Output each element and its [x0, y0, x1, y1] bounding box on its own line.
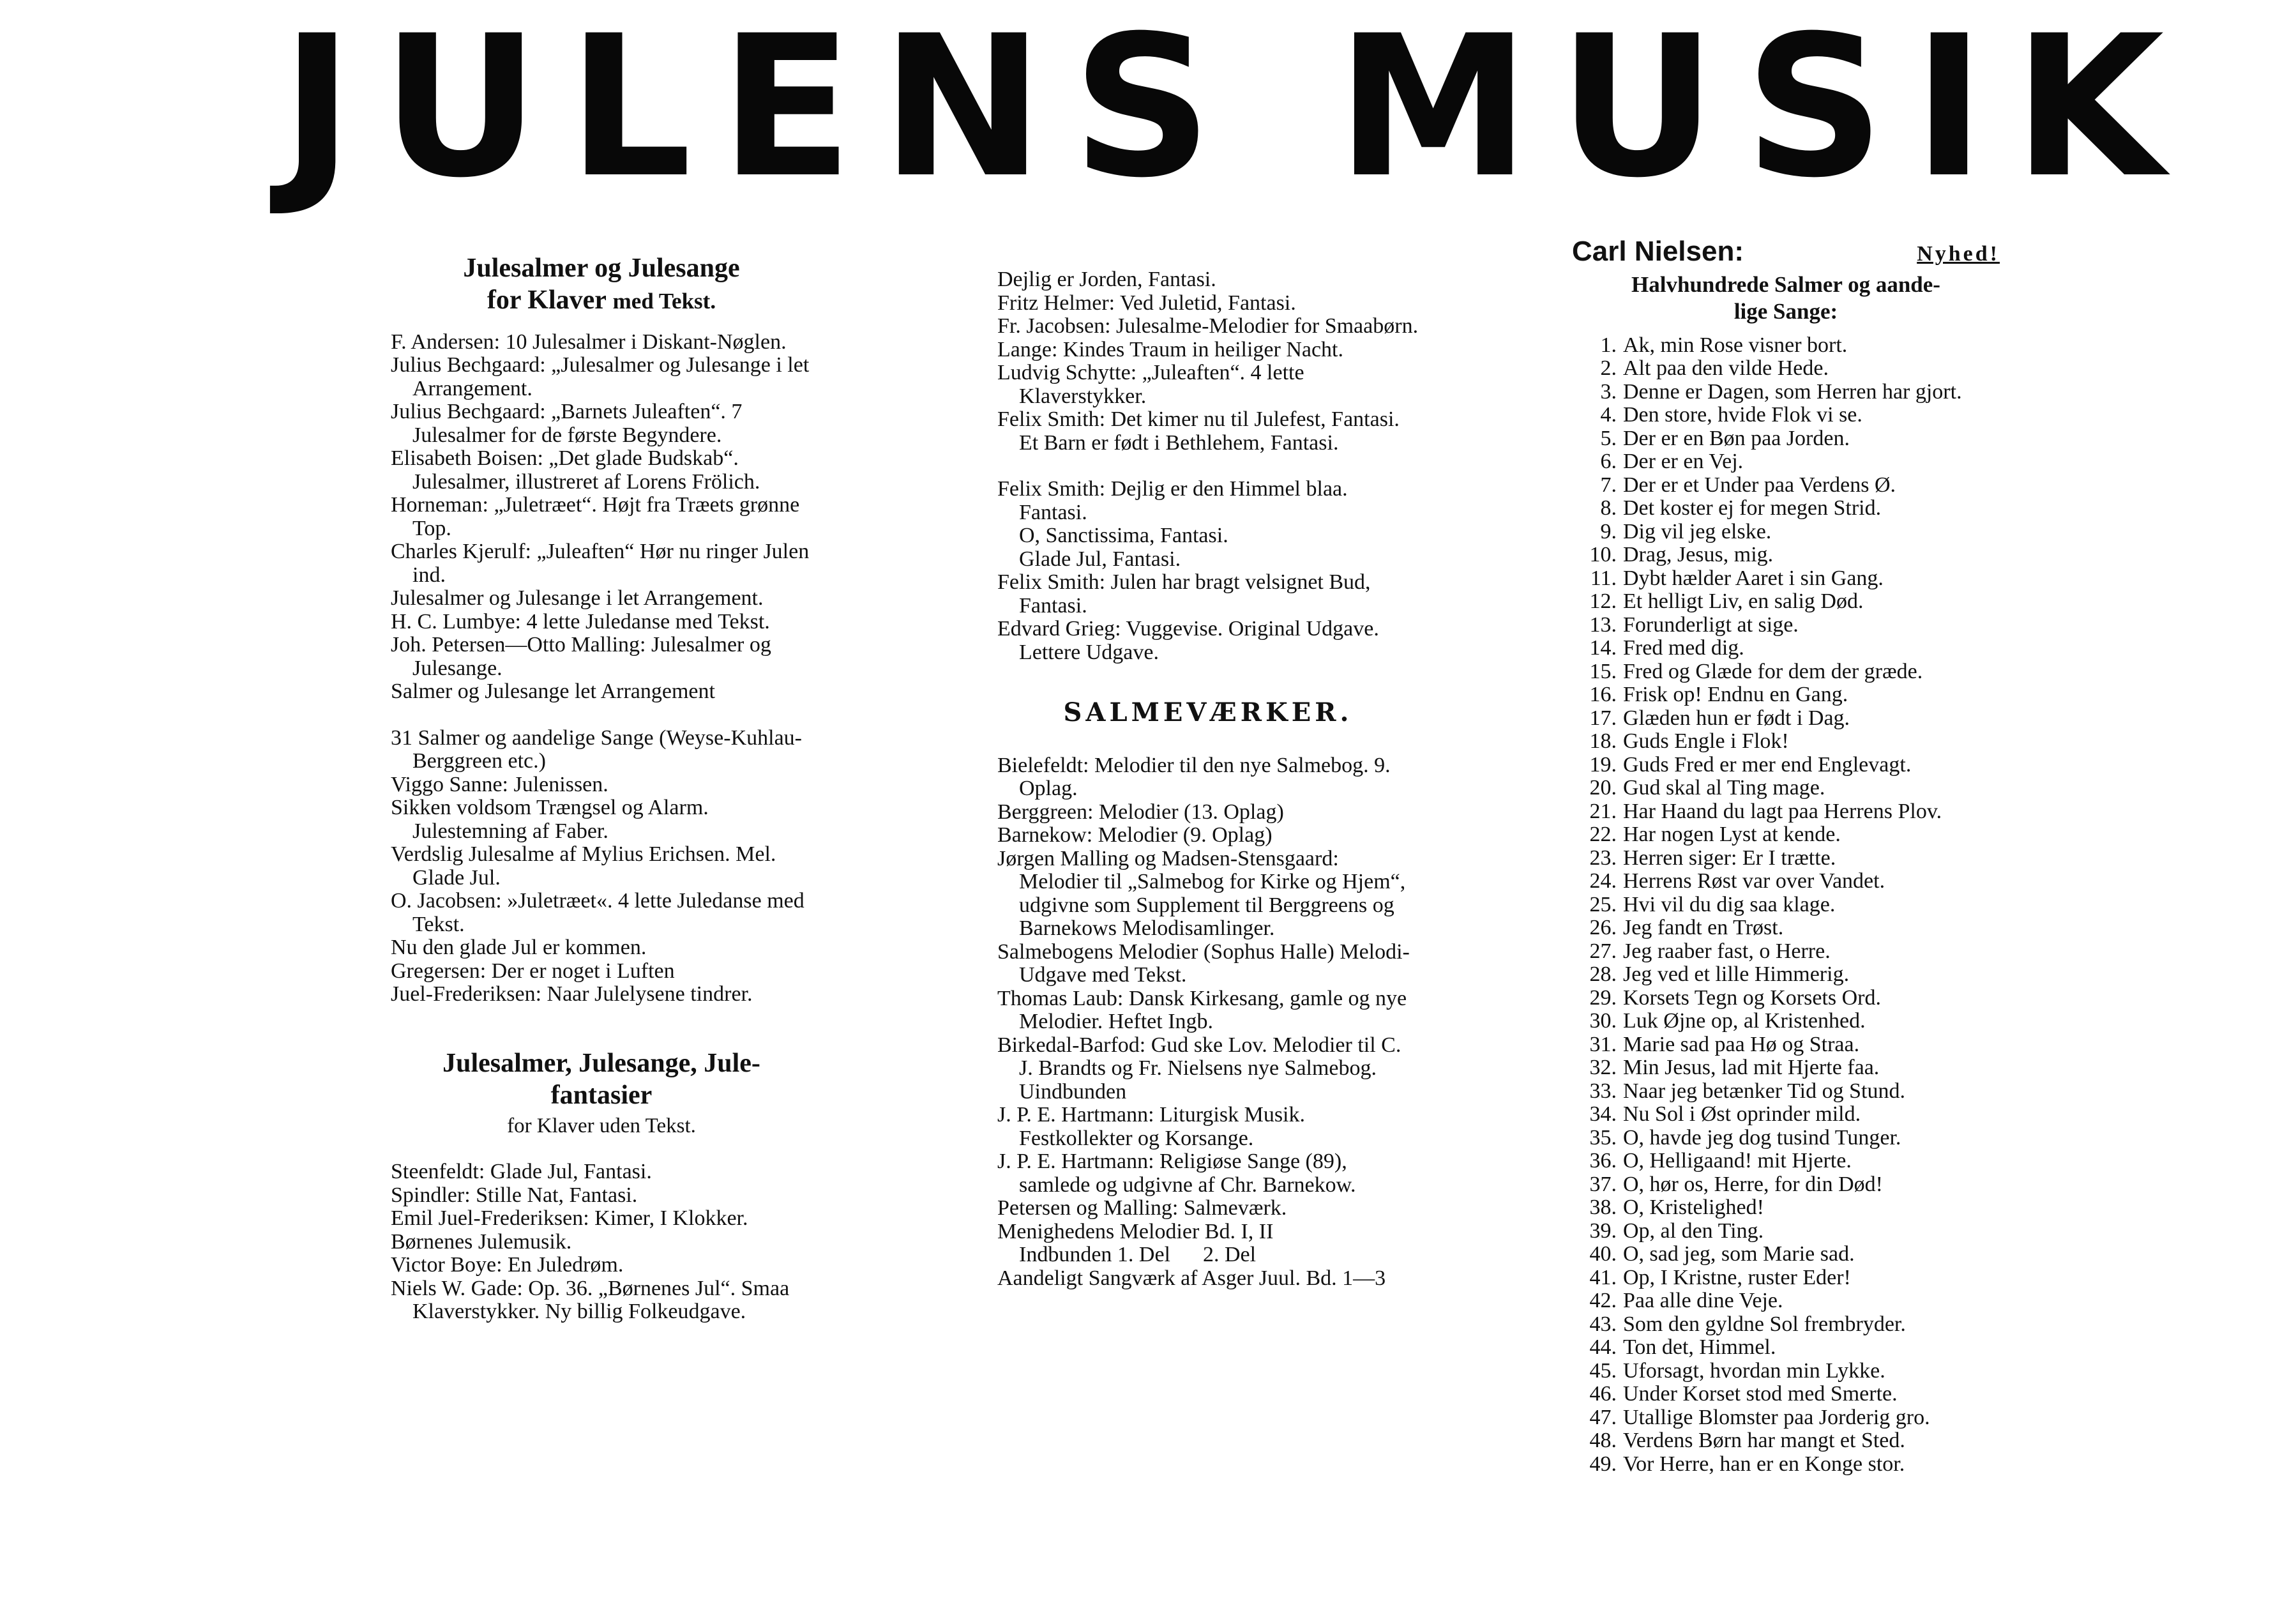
song-title: Guds Engle i Flok! [1623, 729, 1789, 753]
spacer [391, 1006, 812, 1047]
song-title: Det koster ej for megen Strid. [1623, 496, 1882, 520]
song-title: Marie sad paa Hø og Straa. [1623, 1032, 1860, 1056]
list-item [1572, 1010, 2000, 1033]
song-title: Utallige Blomster paa Jorderig gro. [1623, 1405, 1930, 1429]
composer-name: Carl Nielsen: [1572, 236, 1744, 267]
song-number: 41. [1589, 1265, 1617, 1289]
list-item: H. C. Lumbye: 4 lette Juledanse med Tekst. [391, 609, 770, 634]
list-item: Barnekow: Melodier (9. Oplag) [997, 823, 1273, 847]
list-item [1572, 963, 2000, 987]
song-title: Fred og Glæde for dem der græde. [1623, 659, 1923, 683]
section-heading-line [391, 284, 812, 316]
song-number: 10. [1589, 543, 1617, 566]
list-item: Gregersen: Der er noget i Luften [391, 959, 675, 983]
song-title: Der er en Vej. [1623, 450, 1744, 473]
song-number: 1. [1600, 333, 1617, 357]
list-item: Felix Smith: Julen har bragt velsignet Bud, Fantasi. [997, 570, 1371, 618]
entry-list [391, 1160, 812, 1324]
list-item: Niels W. Gade: Op. 36. „Børnenes Jul“. Smaa Klaverstykker. Ny billig Folkeudgave. [391, 1276, 790, 1324]
song-title: Luk Øjne op, al Kristenhed. [1623, 1009, 1866, 1033]
list-item: Salmer og Julesange let Arrangement [391, 680, 715, 704]
list-item: Berggreen: Melodier (13. Oplag) [997, 800, 1284, 824]
song-title: Der er et Under paa Verdens Ø. [1623, 473, 1896, 497]
list-item: Elisabeth Boisen: „Det glade Budskab“. Julesalmer, illustreret af Lorens Frölich. [391, 446, 760, 494]
list-item: Charles Kjerulf: „Juleaften“ Hør nu ringer Julen ind. [391, 540, 810, 587]
list-item [1572, 777, 2000, 800]
list-item [1572, 520, 2000, 544]
list-item [1572, 987, 2000, 1010]
song-title: Frisk op! Endnu en Gang. [1623, 683, 1848, 706]
list-item: Lettere Udgave. [1019, 640, 1159, 664]
list-item: J. P. E. Hartmann: Religiøse Sange (89), samlede og udgivne af Chr. Barnekow. [997, 1150, 1356, 1197]
song-title: Drag, Jesus, mig. [1623, 543, 1774, 566]
section-subheading: for Klaver uden Tekst. [507, 1114, 696, 1137]
list-item [1572, 730, 2000, 754]
list-item [1572, 1173, 2000, 1197]
song-number: 6. [1600, 450, 1617, 473]
song-title: Op, al den Ting. [1623, 1219, 1764, 1243]
list-item [1572, 1289, 2000, 1313]
section-heading-med-tekst [391, 252, 812, 317]
list-item: Børnenes Julemusik. [391, 1229, 572, 1254]
song-number: 35. [1589, 1125, 1617, 1150]
heading-part: med Tekst. [612, 289, 716, 314]
list-item [1572, 893, 2000, 917]
song-number: 21. [1589, 799, 1617, 823]
song-title: Har Haand du lagt paa Herrens Plov. [1623, 799, 1942, 823]
list-item: Et Barn er født i Bethlehem, Fantasi. [1019, 430, 1339, 455]
song-number: 33. [1589, 1079, 1617, 1103]
song-title: Nu Sol i Øst oprinder mild. [1623, 1102, 1861, 1126]
song-number: 36. [1589, 1149, 1617, 1173]
page-title: JULENS MUSIK [281, 0, 2193, 220]
list-item: Edvard Grieg: Vuggevise. Original Udgave. [997, 617, 1379, 641]
list-item: Petersen og Malling: Salmeværk. [997, 1196, 1287, 1220]
entry-list [391, 331, 812, 704]
new-badge: Nyhed! [1917, 242, 2000, 266]
list-item: Thomas Laub: Dansk Kirkesang, gamle og nye Melodier. Heftet Ingb. [997, 986, 1407, 1033]
list-item: Verdslig Julesalme af Mylius Erichsen. Mel. Glade Jul. [391, 842, 776, 890]
list-item: Sikken voldsom Trængsel og Alarm. Julestemning af Faber. [391, 796, 709, 843]
list-item: Indbunden 1. Del 2. Del [1019, 1243, 1257, 1266]
list-item [1572, 940, 2000, 964]
song-title: Den store, hvide Flok vi se. [1623, 403, 1862, 427]
list-item: Dejlig er Jorden, Fantasi. [997, 268, 1216, 291]
list-item [1572, 497, 2000, 520]
song-title: Jeg fandt en Trøst. [1623, 916, 1784, 939]
song-number: 20. [1589, 776, 1617, 800]
list-item [1572, 474, 2000, 497]
section-heading-line: lige Sange: [1733, 298, 1838, 324]
song-number: 16. [1589, 683, 1617, 706]
song-number: 7. [1600, 473, 1617, 497]
list-item: Bielefeldt: Melodier til den nye Salmebog. 9. Oplag. [997, 753, 1391, 800]
song-number: 28. [1589, 962, 1617, 986]
section-heading-line: Julesalmer og Julesange [463, 254, 740, 283]
list-item: Birkedal-Barfod: Gud ske Lov. Melodier til C. J. Brandts og Fr. Nielsens nye Salmebog. Uindbunden [997, 1033, 1401, 1104]
list-item [1572, 916, 2000, 940]
song-title: Naar jeg betænker Tid og Stund. [1623, 1079, 1905, 1103]
entry-list [997, 268, 1419, 455]
list-item [1572, 1383, 2000, 1406]
list-item [1572, 1127, 2000, 1150]
list-item: Salmebogens Melodier (Sophus Halle) Melodi-Udgave med Tekst. [997, 939, 1410, 987]
list-item: Julesalmer og Julesange i let Arrangement. [391, 586, 764, 611]
song-list [1572, 334, 2000, 1477]
song-title: Under Korset stod med Smerte. [1623, 1382, 1898, 1406]
list-item: Jørgen Malling og Madsen-Stensgaard: Melodier til „Salmebog for Kirke og Hjem“, udgivne som Supplement til Berggreens og Barnekows Melodisamlinger. [997, 846, 1406, 940]
list-item [1572, 1429, 2000, 1453]
song-title: Alt paa den vilde Hede. [1623, 356, 1829, 380]
section-heading-uden-tekst [391, 1047, 812, 1112]
song-number: 29. [1589, 985, 1617, 1010]
list-item [1572, 1336, 2000, 1360]
list-item [1572, 1313, 2000, 1337]
song-number: 4. [1600, 403, 1617, 427]
song-title: O, hør os, Herre, for din Død! [1623, 1172, 1883, 1196]
list-item: Horneman: „Juletræet“. Højt fra Træets grønne Top. [391, 493, 800, 540]
song-title: Dig vil jeg elske. [1623, 519, 1772, 543]
song-title: Jeg ved et lille Himmerig. [1623, 962, 1850, 986]
list-item [1572, 1266, 2000, 1290]
list-item [1572, 1406, 2000, 1430]
song-title: Fred med dig. [1623, 636, 1744, 660]
song-title: Dybt hælder Aaret i sin Gang. [1623, 566, 1884, 590]
list-item: Steenfeldt: Glade Jul, Fantasi. [391, 1160, 652, 1184]
song-title: Guds Fred er mer end Englevagt. [1623, 752, 1912, 777]
list-item [1572, 450, 2000, 474]
song-title: O, havde jeg dog tusind Tunger. [1623, 1125, 1901, 1150]
list-item [1572, 1033, 2000, 1057]
song-number: 18. [1589, 729, 1617, 753]
list-item: Julius Bechgaard: „Julesalmer og Julesange i let Arrangement. [391, 353, 810, 400]
song-title: Et helligt Liv, en salig Død. [1623, 589, 1864, 613]
list-item [1572, 381, 2000, 404]
list-item: J. P. E. Hartmann: Liturgisk Musik. Festkollekter og Korsange. [997, 1103, 1305, 1150]
song-title: Der er en Bøn paa Jorden. [1623, 426, 1850, 450]
list-item: Ludvig Schytte: „Juleaften“. 4 lette Klaverstykker. [997, 361, 1304, 408]
list-item [1572, 1196, 2000, 1220]
list-item [1572, 1056, 2000, 1080]
entry-list [997, 754, 1419, 1291]
list-item [1572, 357, 2000, 381]
song-title: Uforsagt, hvordan min Lykke. [1623, 1358, 1885, 1383]
list-item [1572, 1220, 2000, 1243]
song-title: Gud skal al Ting mage. [1623, 776, 1825, 800]
song-number: 5. [1600, 426, 1617, 450]
list-item [1572, 334, 2000, 358]
list-item: Fritz Helmer: Ved Juletid, Fantasi. [997, 291, 1296, 315]
song-number: 48. [1589, 1429, 1617, 1452]
song-title: Paa alle dine Veje. [1623, 1289, 1783, 1312]
song-title: Vor Herre, han er en Konge stor. [1623, 1452, 1905, 1476]
song-number: 14. [1589, 636, 1617, 660]
song-number: 30. [1589, 1009, 1617, 1033]
section-heading-line: Julesalmer, Julesange, Jule- [442, 1048, 760, 1078]
song-number: 13. [1589, 612, 1617, 637]
song-number: 8. [1600, 496, 1617, 520]
song-title: Ton det, Himmel. [1623, 1335, 1776, 1359]
column-fantasier-salmevaerker [997, 268, 1419, 1290]
list-item [1572, 800, 2000, 824]
song-number: 38. [1589, 1196, 1617, 1219]
song-number: 47. [1589, 1405, 1617, 1429]
list-item [1572, 683, 2000, 707]
song-title: Op, I Kristne, ruster Eder! [1623, 1265, 1851, 1289]
song-number: 3. [1600, 379, 1617, 404]
song-number: 25. [1589, 892, 1617, 916]
song-number: 23. [1589, 846, 1617, 870]
list-item [1572, 590, 2000, 614]
song-number: 45. [1589, 1358, 1617, 1383]
list-item [1572, 660, 2000, 684]
song-number: 19. [1589, 752, 1617, 777]
list-item [1572, 427, 2000, 451]
song-number: 24. [1589, 869, 1617, 893]
column-klaver-med-tekst [391, 252, 812, 1324]
song-number: 49. [1589, 1452, 1617, 1476]
song-number: 32. [1589, 1056, 1617, 1079]
list-item: Emil Juel-Frederiksen: Kimer, I Klokker. [391, 1206, 748, 1231]
song-title: Herrens Røst var over Vandet. [1623, 869, 1885, 893]
list-item [1572, 614, 2000, 637]
list-item [1572, 567, 2000, 591]
song-number: 12. [1589, 589, 1617, 613]
list-item [1572, 404, 2000, 427]
spacer [997, 455, 1419, 478]
list-item [1572, 847, 2000, 870]
song-title: Jeg raaber fast, o Herre. [1623, 939, 1831, 963]
song-title: Ak, min Rose visner bort. [1623, 333, 1848, 357]
spacer [391, 1137, 812, 1160]
song-number: 27. [1589, 939, 1617, 963]
list-item [1572, 1243, 2000, 1266]
list-item: 31 Salmer og aandelige Sange (Weyse-Kuhlau-Berggreen etc.) [391, 725, 802, 773]
song-number: 9. [1600, 519, 1617, 543]
list-item: Menighedens Melodier Bd. I, II [997, 1219, 1274, 1243]
list-item: Glade Jul, Fantasi. [1019, 547, 1181, 571]
song-number: 39. [1589, 1219, 1617, 1243]
song-title: Korsets Tegn og Korsets Ord. [1623, 985, 1881, 1010]
list-item: Fr. Jacobsen: Julesalme-Melodier for Smaabørn. [997, 314, 1419, 338]
list-item [1572, 1150, 2000, 1173]
list-item: Juel-Frederiksen: Naar Julelysene tindrer. [391, 982, 753, 1006]
song-number: 43. [1589, 1312, 1617, 1336]
song-title: Herren siger: Er I trætte. [1623, 846, 1836, 870]
song-number: 2. [1600, 356, 1617, 380]
entry-list [391, 727, 812, 1006]
song-title: O, Helligaand! mit Hjerte. [1623, 1149, 1852, 1173]
song-title: Har nogen Lyst at kende. [1623, 823, 1841, 846]
song-number: 40. [1589, 1242, 1617, 1266]
list-item [1572, 1103, 2000, 1127]
song-title: Verdens Børn har mangt et Sted. [1623, 1429, 1905, 1452]
list-item: Viggo Sanne: Julenissen. [391, 772, 608, 796]
list-item: O. Jacobsen: »Juletræet«. 4 lette Juledanse med Tekst. [391, 889, 804, 936]
song-title: Forunderligt at sige. [1623, 612, 1799, 637]
song-title: Som den gyldne Sol frembryder. [1623, 1312, 1906, 1336]
list-item: F. Andersen: 10 Julesalmer i Diskant-Nøglen. [391, 330, 787, 354]
list-item: Spindler: Stille Nat, Fantasi. [391, 1183, 638, 1207]
list-item [1572, 637, 2000, 660]
song-title: Hvi vil du dig saa klage. [1623, 892, 1836, 916]
song-title: O, sad jeg, som Marie sad. [1623, 1242, 1855, 1266]
list-item [1572, 1453, 2000, 1477]
list-item: Nu den glade Jul er kommen. [391, 936, 647, 960]
list-item: Aandeligt Sangværk af Asger Juul. Bd. 1—3 [997, 1266, 1386, 1290]
section-heading-line: Halvhundrede Salmer og aande- [1631, 271, 1940, 297]
song-number: 42. [1589, 1289, 1617, 1312]
list-item: Joh. Petersen—Otto Malling: Julesalmer og Julesange. [391, 633, 771, 680]
list-item [1572, 1360, 2000, 1383]
song-number: 22. [1589, 823, 1617, 846]
song-number: 31. [1589, 1032, 1617, 1056]
song-number: 15. [1589, 659, 1617, 683]
list-item: Felix Smith: Dejlig er den Himmel blaa. Fantasi. [997, 477, 1348, 524]
list-item [1572, 823, 2000, 847]
song-number: 11. [1590, 566, 1617, 590]
song-title: Denne er Dagen, som Herren har gjort. [1623, 379, 1962, 404]
list-item [1572, 1080, 2000, 1104]
song-title: O, Kristelighed! [1623, 1196, 1764, 1219]
spacer [391, 704, 812, 727]
list-item: Julius Bechgaard: „Barnets Juleaften“. 7 Julesalmer for de første Begyndere. [391, 400, 743, 447]
song-title: Glæden hun er født i Dag. [1623, 706, 1850, 730]
list-item [1572, 543, 2000, 567]
song-title: Min Jesus, lad mit Hjerte faa. [1623, 1056, 1880, 1079]
entry-list [997, 478, 1419, 664]
section-heading-salmevaerker: SALMEVÆRKER. [1063, 697, 1353, 727]
heading-part: for Klaver [487, 285, 613, 315]
song-number: 26. [1589, 916, 1617, 939]
song-number: 34. [1589, 1102, 1617, 1126]
list-item: Victor Boye: En Juledrøm. [391, 1253, 624, 1277]
composer-header [1572, 236, 2000, 267]
song-number: 44. [1589, 1335, 1617, 1359]
section-heading-halvhundrede [1572, 271, 2000, 325]
list-item: Lange: Kindes Traum in heiliger Nacht. [997, 337, 1344, 361]
section-heading-line: fantasier [550, 1081, 653, 1111]
song-number: 46. [1589, 1382, 1617, 1406]
list-item: O, Sanctissima, Fantasi. [1019, 524, 1228, 547]
list-item: Felix Smith: Det kimer nu til Julefest, Fantasi. [997, 407, 1400, 431]
list-item [1572, 754, 2000, 777]
list-item [1572, 707, 2000, 731]
column-carl-nielsen [1572, 236, 2000, 1476]
song-number: 37. [1589, 1172, 1617, 1196]
song-number: 17. [1589, 706, 1617, 730]
list-item [1572, 870, 2000, 893]
